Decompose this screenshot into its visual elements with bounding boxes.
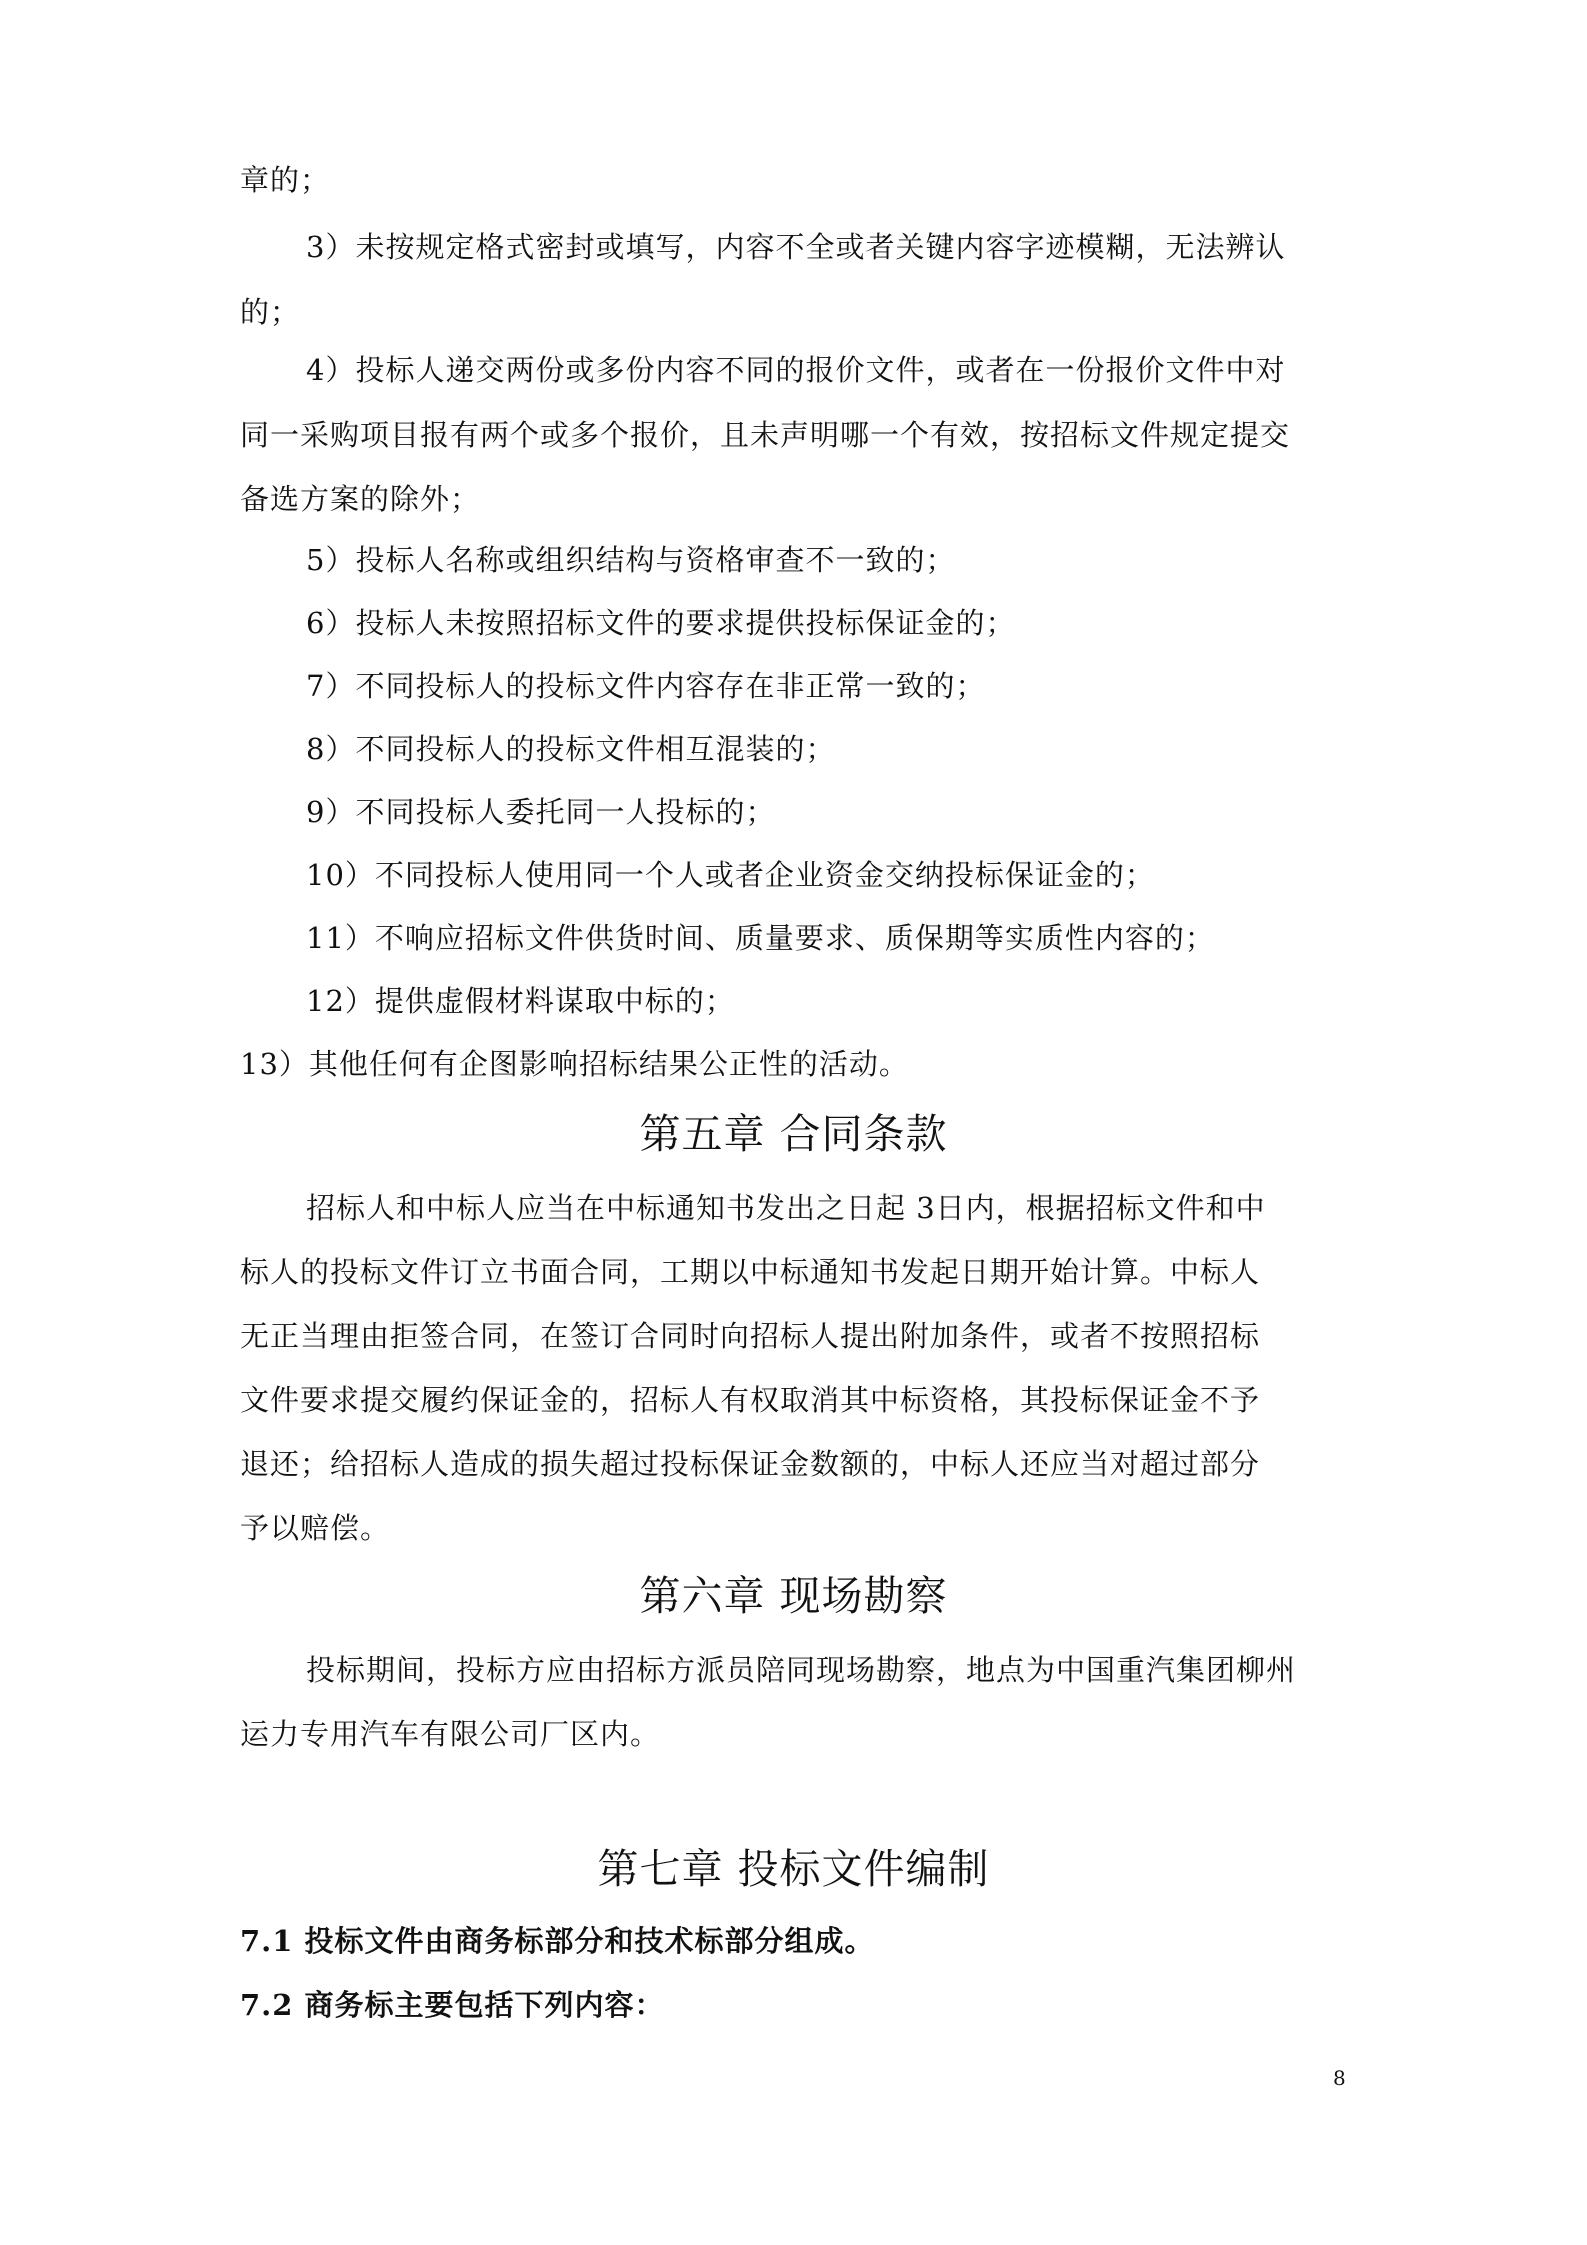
paragraph-line: 招标人和中标人应当在中标通知书发出之日起 3日内，根据招标文件和中	[306, 1191, 1266, 1225]
list-item: 3）未按规定格式密封或填写，内容不全或者关键内容字迹模糊，无法辨认	[306, 230, 1286, 264]
list-item: 11）不响应招标文件供货时间、质量要求、质保期等实质性内容的；	[306, 921, 1215, 955]
list-item: 9）不同投标人委托同一人投标的；	[306, 795, 776, 829]
list-item: 6）投标人未按照招标文件的要求提供投标保证金的；	[306, 606, 1016, 640]
chapter-seven-heading: 第七章 投标文件编制	[597, 1845, 990, 1893]
paragraph-line: 退还；给招标人造成的损失超过投标保证金数额的，中标人还应当对超过部分	[240, 1447, 1261, 1481]
chapter-five-heading: 第五章 合同条款	[639, 1110, 948, 1158]
section-item: 7.2 商务标主要包括下列内容：	[240, 1988, 665, 2022]
paragraph-line: 文件要求提交履约保证金的，招标人有权取消其中标资格，其投标保证金不予	[240, 1383, 1261, 1417]
section-item: 7.1 投标文件由商务标部分和技术标部分组成。	[240, 1924, 875, 1958]
paragraph-line: 无正当理由拒签合同，在签订合同时向招标人提出附加条件，或者不按照招标	[240, 1319, 1261, 1353]
list-item: 13）其他任何有企图影响招标结果公正性的活动。	[240, 1047, 909, 1081]
paragraph-line: 运力专用汽车有限公司厂区内。	[240, 1717, 661, 1751]
list-item-continuation: 同一采购项目报有两个或多个报价，且未声明哪一个有效，按招标文件规定提交	[240, 418, 1291, 452]
list-item: 7）不同投标人的投标文件内容存在非正常一致的；	[306, 669, 986, 703]
list-item: 12）提供虚假材料谋取中标的；	[306, 984, 735, 1018]
list-item: 4）投标人递交两份或多份内容不同的报价文件，或者在一份报价文件中对	[306, 353, 1286, 387]
list-item: 8）不同投标人的投标文件相互混装的；	[306, 732, 836, 766]
paragraph-line: 予以赔偿。	[240, 1511, 391, 1545]
continuation-text: 章的；	[240, 163, 331, 197]
page-number: 8	[1333, 2066, 1346, 2090]
list-item-continuation: 的；	[240, 295, 301, 329]
paragraph-line: 投标期间，投标方应由招标方派员陪同现场勘察，地点为中国重汽集团柳州	[306, 1653, 1297, 1687]
list-item: 5）投标人名称或组织结构与资格审查不一致的；	[306, 543, 956, 577]
list-item: 10）不同投标人使用同一个人或者企业资金交纳投标保证金的；	[306, 858, 1155, 892]
chapter-six-heading: 第六章 现场勘察	[639, 1572, 948, 1620]
list-item-continuation: 备选方案的除外；	[240, 482, 481, 516]
paragraph-line: 标人的投标文件订立书面合同，工期以中标通知书发起日期开始计算。中标人	[240, 1255, 1261, 1289]
